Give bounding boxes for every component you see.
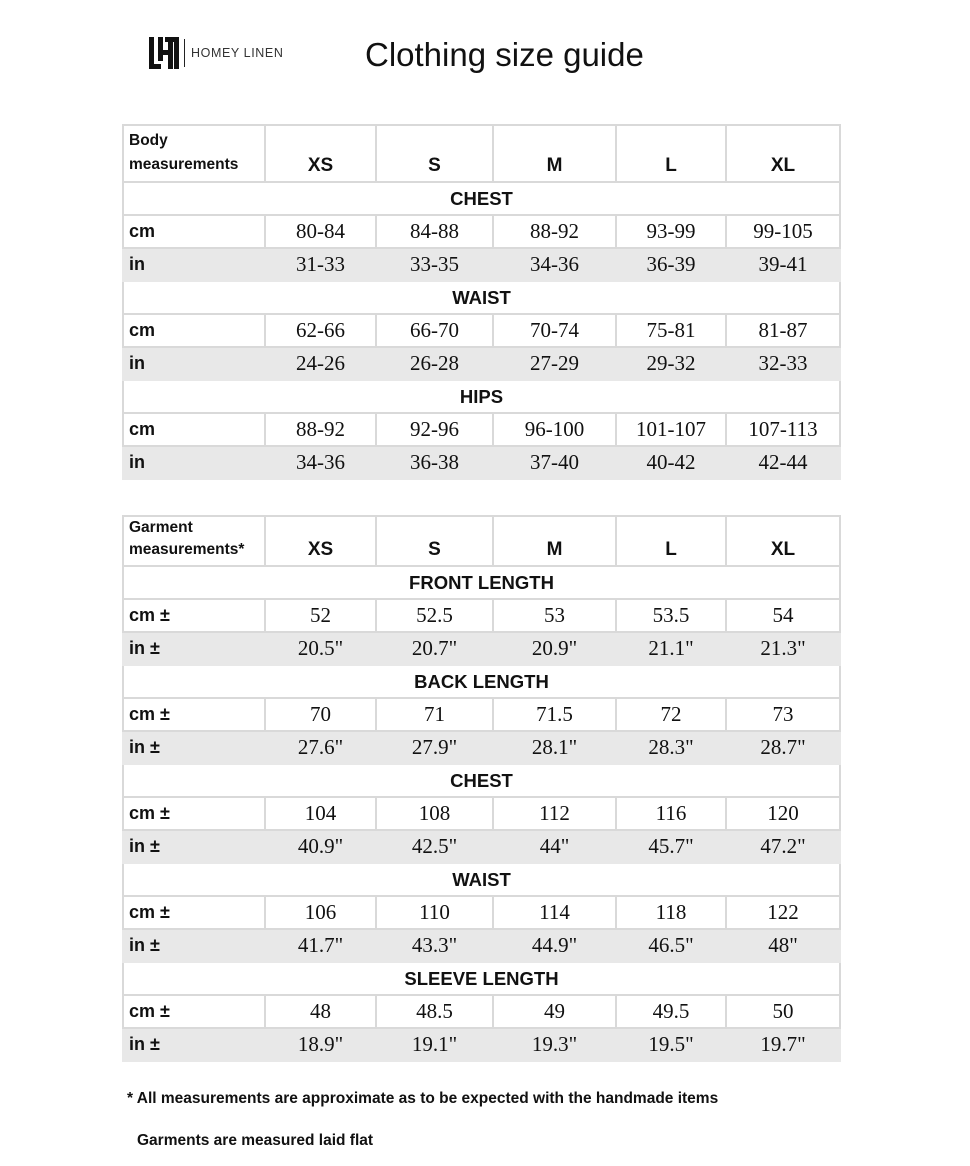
- measurement-cell: 27.6": [265, 731, 376, 764]
- measurement-cell: 93-99: [616, 215, 726, 248]
- measurement-cell: 41.7": [265, 929, 376, 962]
- measurement-cell: 43.3": [376, 929, 493, 962]
- table-row: [123, 314, 840, 347]
- measurement-cell: 45.7": [616, 830, 726, 863]
- measurement-cell: 21.1": [616, 632, 726, 665]
- measurement-cell: 42.5": [376, 830, 493, 863]
- size-header-row: [123, 516, 840, 566]
- size-header: L: [616, 516, 726, 566]
- section-title: CHEST: [123, 182, 840, 215]
- measurement-cell: 71.5: [493, 698, 616, 731]
- measurement-cell: 36-38: [376, 446, 493, 479]
- corner-label-line1: Body: [129, 132, 168, 149]
- measurement-cell: 73: [726, 698, 840, 731]
- measurement-cell: 24-26: [265, 347, 376, 380]
- brand-logo: [148, 36, 284, 70]
- section-title: BACK LENGTH: [123, 665, 840, 698]
- section-row: [123, 182, 840, 215]
- corner-label-line2: measurements*: [129, 541, 245, 558]
- measurement-cell: 110: [376, 896, 493, 929]
- section-row: [123, 764, 840, 797]
- unit-label: in ±: [123, 1028, 265, 1061]
- measurement-cell: 33-35: [376, 248, 493, 281]
- measurement-cell: 40-42: [616, 446, 726, 479]
- unit-label: cm: [123, 314, 265, 347]
- logo-divider: [184, 39, 185, 67]
- measurement-cell: 28.3": [616, 731, 726, 764]
- unit-label: in ±: [123, 830, 265, 863]
- measurement-cell: 112: [493, 797, 616, 830]
- measurement-cell: 48: [265, 995, 376, 1028]
- section-title: CHEST: [123, 764, 840, 797]
- measurement-cell: 34-36: [265, 446, 376, 479]
- measurement-cell: 34-36: [493, 248, 616, 281]
- unit-label: cm ±: [123, 797, 265, 830]
- table-row: [123, 347, 840, 380]
- section-row: [123, 665, 840, 698]
- measurement-cell: 20.9": [493, 632, 616, 665]
- measurement-cell: 32-33: [726, 347, 840, 380]
- measurement-cell: 42-44: [726, 446, 840, 479]
- measurement-cell: 88-92: [265, 413, 376, 446]
- measurement-cell: 50: [726, 995, 840, 1028]
- measurement-cell: 116: [616, 797, 726, 830]
- table-row: [123, 896, 840, 929]
- measurement-cell: 28.7": [726, 731, 840, 764]
- measurement-cell: 19.1": [376, 1028, 493, 1061]
- unit-label: in: [123, 248, 265, 281]
- section-row: [123, 566, 840, 599]
- measurement-cell: 20.7": [376, 632, 493, 665]
- measurement-cell: 19.7": [726, 1028, 840, 1061]
- measurement-cell: 81-87: [726, 314, 840, 347]
- table-row: [123, 995, 840, 1028]
- measurement-cell: 70: [265, 698, 376, 731]
- laid-flat-note: Garments are measured laid flat: [137, 1132, 374, 1149]
- table-row: [123, 446, 840, 479]
- brand-name: HOMEY LINEN: [191, 46, 284, 60]
- unit-label: in ±: [123, 731, 265, 764]
- section-row: [123, 281, 840, 314]
- measurement-cell: 44.9": [493, 929, 616, 962]
- table-row: [123, 215, 840, 248]
- corner-label: [123, 516, 265, 566]
- measurement-cell: 27.9": [376, 731, 493, 764]
- corner-label: [123, 125, 265, 182]
- size-header: XL: [726, 125, 840, 182]
- size-header: L: [616, 125, 726, 182]
- measurement-cell: 26-28: [376, 347, 493, 380]
- measurement-cell: 62-66: [265, 314, 376, 347]
- measurement-cell: 108: [376, 797, 493, 830]
- measurement-cell: 53: [493, 599, 616, 632]
- section-row: [123, 962, 840, 995]
- measurement-cell: 92-96: [376, 413, 493, 446]
- measurement-cell: 44": [493, 830, 616, 863]
- measurement-cell: 52: [265, 599, 376, 632]
- measurement-cell: 84-88: [376, 215, 493, 248]
- measurement-cell: 107-113: [726, 413, 840, 446]
- measurement-cell: 53.5: [616, 599, 726, 632]
- measurement-cell: 46.5": [616, 929, 726, 962]
- corner-label-line2: measurements: [129, 156, 239, 173]
- section-title: WAIST: [123, 863, 840, 896]
- garment-measurements-table: [122, 515, 841, 1062]
- size-header: S: [376, 125, 493, 182]
- unit-label: cm: [123, 413, 265, 446]
- measurement-cell: 106: [265, 896, 376, 929]
- measurement-cell: 70-74: [493, 314, 616, 347]
- measurement-cell: 36-39: [616, 248, 726, 281]
- corner-label-line1: Garment: [129, 519, 193, 536]
- measurement-cell: 40.9": [265, 830, 376, 863]
- table-row: [123, 698, 840, 731]
- measurement-cell: 49.5: [616, 995, 726, 1028]
- table-row: [123, 797, 840, 830]
- unit-label: cm: [123, 215, 265, 248]
- page-title: Clothing size guide: [365, 36, 644, 73]
- measurement-cell: 18.9": [265, 1028, 376, 1061]
- measurement-cell: 19.3": [493, 1028, 616, 1061]
- table-row: [123, 830, 840, 863]
- measurement-cell: 101-107: [616, 413, 726, 446]
- section-row: [123, 863, 840, 896]
- unit-label: in ±: [123, 632, 265, 665]
- section-title: WAIST: [123, 281, 840, 314]
- size-header: M: [493, 516, 616, 566]
- size-header-row: [123, 125, 840, 182]
- unit-label: in: [123, 347, 265, 380]
- size-header: M: [493, 125, 616, 182]
- measurement-cell: 114: [493, 896, 616, 929]
- measurement-cell: 88-92: [493, 215, 616, 248]
- unit-label: cm ±: [123, 698, 265, 731]
- measurement-cell: 47.2": [726, 830, 840, 863]
- measurement-cell: 104: [265, 797, 376, 830]
- measurement-cell: 122: [726, 896, 840, 929]
- measurement-cell: 31-33: [265, 248, 376, 281]
- table-row: [123, 929, 840, 962]
- table-row: [123, 413, 840, 446]
- measurement-cell: 48": [726, 929, 840, 962]
- table-row: [123, 248, 840, 281]
- size-header: XS: [265, 125, 376, 182]
- unit-label: in: [123, 446, 265, 479]
- measurement-cell: 71: [376, 698, 493, 731]
- section-row: [123, 380, 840, 413]
- measurement-cell: 120: [726, 797, 840, 830]
- measurement-cell: 80-84: [265, 215, 376, 248]
- approximate-note: * All measurements are approximate as to be expected with the handmade items: [127, 1090, 719, 1107]
- unit-label: cm ±: [123, 995, 265, 1028]
- section-title: HIPS: [123, 380, 840, 413]
- measurement-cell: 37-40: [493, 446, 616, 479]
- unit-label: cm ±: [123, 599, 265, 632]
- measurement-cell: 27-29: [493, 347, 616, 380]
- measurement-cell: 72: [616, 698, 726, 731]
- hl-monogram-icon: [148, 36, 180, 70]
- measurement-cell: 54: [726, 599, 840, 632]
- unit-label: cm ±: [123, 896, 265, 929]
- section-title: SLEEVE LENGTH: [123, 962, 840, 995]
- measurement-cell: 19.5": [616, 1028, 726, 1061]
- measurement-cell: 20.5": [265, 632, 376, 665]
- measurement-cell: 52.5: [376, 599, 493, 632]
- table-row: [123, 1028, 840, 1061]
- measurement-cell: 39-41: [726, 248, 840, 281]
- measurement-cell: 75-81: [616, 314, 726, 347]
- measurement-cell: 49: [493, 995, 616, 1028]
- measurement-cell: 21.3": [726, 632, 840, 665]
- size-header: XS: [265, 516, 376, 566]
- measurement-cell: 66-70: [376, 314, 493, 347]
- measurement-cell: 118: [616, 896, 726, 929]
- measurement-cell: 29-32: [616, 347, 726, 380]
- body-measurements-table: [122, 124, 841, 480]
- size-header: XL: [726, 516, 840, 566]
- size-header: S: [376, 516, 493, 566]
- measurement-cell: 96-100: [493, 413, 616, 446]
- section-title: FRONT LENGTH: [123, 566, 840, 599]
- table-row: [123, 599, 840, 632]
- measurement-cell: 99-105: [726, 215, 840, 248]
- unit-label: in ±: [123, 929, 265, 962]
- measurement-cell: 28.1": [493, 731, 616, 764]
- table-row: [123, 632, 840, 665]
- measurement-cell: 48.5: [376, 995, 493, 1028]
- table-row: [123, 731, 840, 764]
